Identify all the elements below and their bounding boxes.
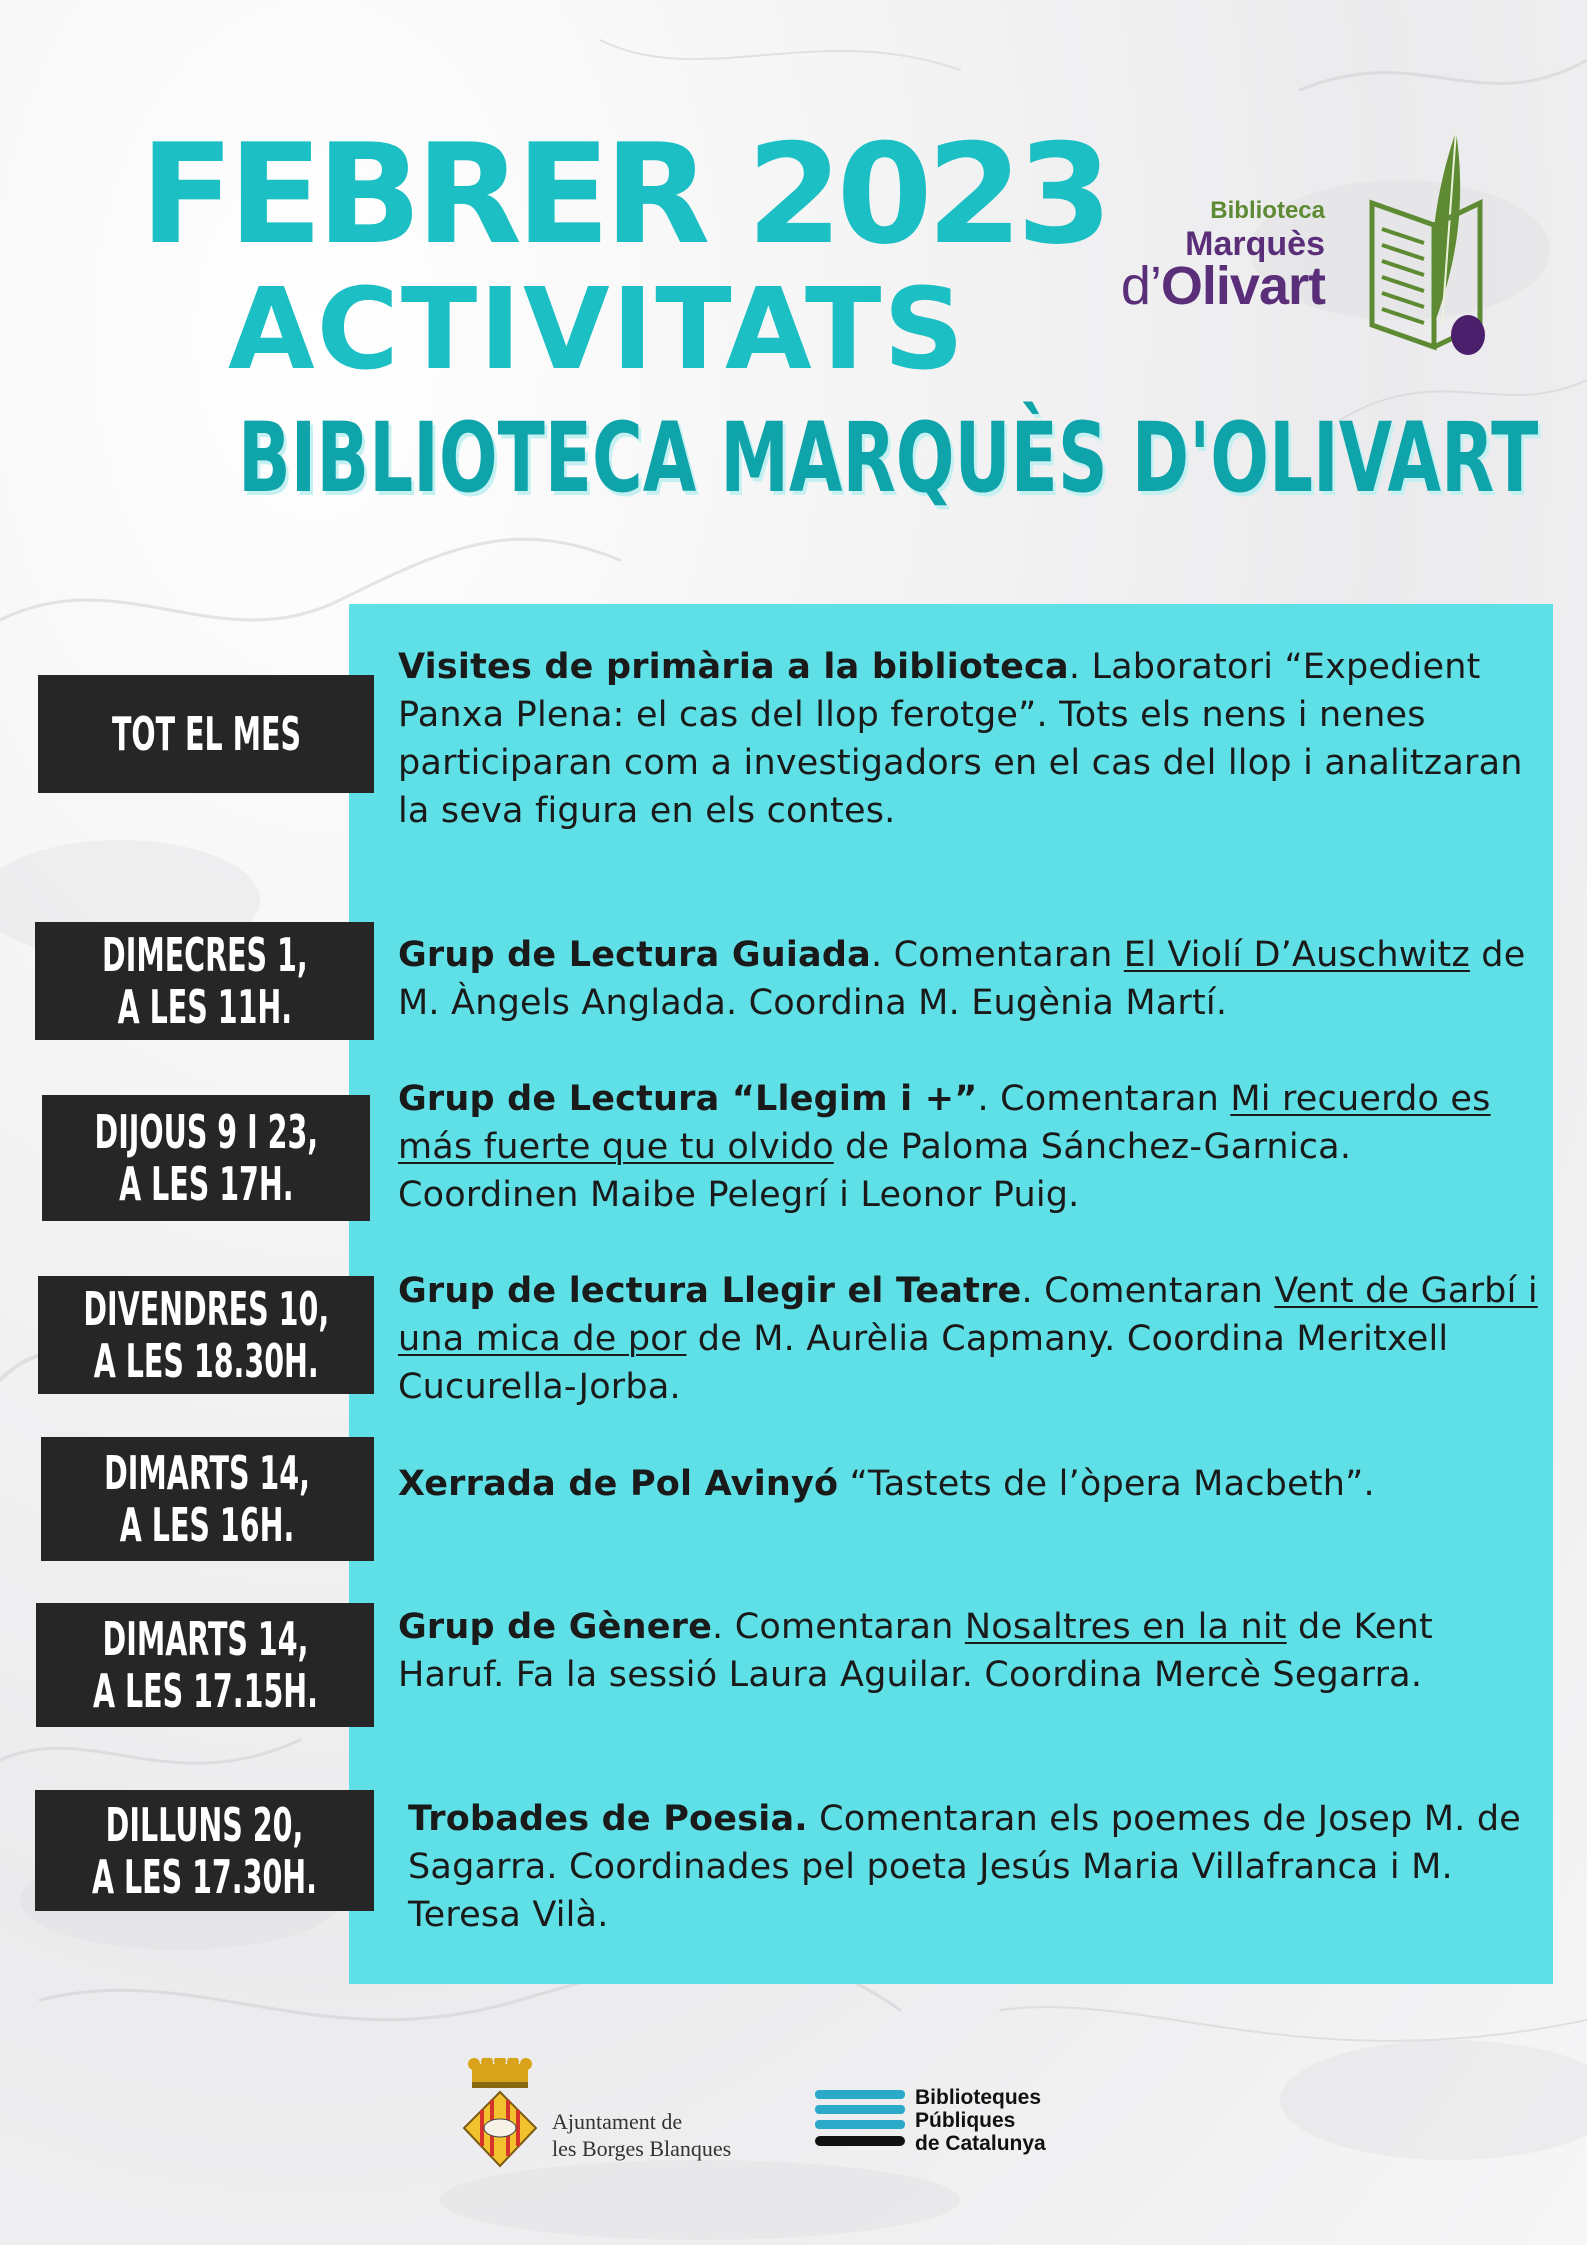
title-activities: ACTIVITATS	[228, 265, 967, 395]
logo-text-marques: Marquès	[1185, 225, 1325, 263]
event-description	[398, 1460, 1538, 1508]
event-details: Comentaran els poemes de Josep M. de Sagarra. Coordinades pel poeta Jesús Maria Villafranca i M. Teresa Vilà.	[408, 1799, 1521, 1935]
event-date-label	[41, 1437, 374, 1561]
book-title: Nosaltres en la nit	[964, 1607, 1287, 1647]
ajuntament-text	[552, 2108, 731, 2162]
biblioteques-line1: Biblioteques	[915, 2086, 1042, 2109]
event-title: Grup de Gènere	[398, 1607, 713, 1647]
logo-text-biblioteca: Biblioteca	[1210, 197, 1325, 224]
event-details: . Comentaran	[977, 1079, 1231, 1119]
biblioteques-line2: Públiques	[915, 2109, 1016, 2132]
event-date-text: TOT EL MES	[111, 707, 301, 761]
event-details: . Comentaran	[1021, 1271, 1275, 1311]
biblioteques-text	[915, 2086, 1046, 2155]
event-title: Visites de primària a la biblioteca	[398, 647, 1069, 687]
event-title: Trobades de Poesia.	[408, 1799, 808, 1839]
event-description	[398, 1795, 1538, 1939]
event-details: de Paloma Sánchez-Garnica. Coordinen Maibe Pelegrí i Leonor Puig.	[398, 1127, 1352, 1215]
event-description	[398, 931, 1538, 1027]
event-date-text: DIJOUS 9 I 23, A LES 17H.	[94, 1105, 318, 1211]
title-month: FEBRER 2023	[140, 114, 1107, 275]
book-title: Mi recuerdo es más fuerte que tu olvido	[398, 1079, 1491, 1167]
event-details: . Laboratori “Expedient Panxa Plena: el cas del llop ferotge”. Tots els nens i nenes participaran com a investigadors en el cas del llop i analitzaran la seva figura en els contes.	[398, 647, 1523, 831]
event-date-label	[36, 1603, 374, 1727]
logo-name: Olivart	[1160, 256, 1325, 316]
event-description	[398, 1603, 1538, 1699]
book-title: El Violí D’Auschwitz	[1123, 935, 1470, 975]
event-date-text: DIMARTS 14, A LES 16H.	[104, 1446, 311, 1552]
biblioteques-line3: de Catalunya	[915, 2132, 1046, 2155]
event-date-text: DIVENDRES 10, A LES 18.30H.	[83, 1282, 329, 1388]
event-description	[398, 643, 1538, 835]
biblioteques-publiques-logo	[815, 2078, 1115, 2168]
books-stack-icon	[815, 2088, 910, 2158]
event-details: de M. Àngels Anglada. Coordina M. Eugènia Martí.	[398, 935, 1526, 1023]
coat-of-arms-icon	[460, 2058, 540, 2188]
library-logo	[1090, 125, 1530, 365]
event-date-text: DIMARTS 14, A LES 17.15H.	[92, 1612, 318, 1718]
event-title: Grup de Lectura Guiada	[398, 935, 871, 975]
book-title: Vent de Garbí i una mica de por	[398, 1271, 1538, 1359]
event-date-label	[38, 675, 374, 793]
ajuntament-line1: Ajuntament de	[552, 2109, 683, 2134]
ajuntament-line2: les Borges Blanques	[552, 2136, 732, 2161]
event-details: de Kent Haruf. Fa la sessió Laura Aguilar. Coordina Mercè Segarra.	[398, 1607, 1433, 1695]
logo-text-olivart	[1121, 255, 1325, 317]
title-library: BIBLIOTECA MARQUÈS D'OLIVART	[238, 402, 1539, 514]
event-date-label	[35, 922, 374, 1040]
event-details: “Tastets de l’òpera Macbeth”.	[838, 1464, 1375, 1504]
event-date-label	[42, 1095, 370, 1221]
event-title: Grup de lectura Llegir el Teatre	[398, 1271, 1022, 1311]
book-leaf-icon	[1368, 125, 1528, 365]
event-date-label	[38, 1276, 374, 1394]
event-date-text: DIMECRES 1, A LES 11H.	[101, 928, 308, 1034]
event-details: . Comentaran	[870, 935, 1124, 975]
event-description	[398, 1075, 1538, 1219]
event-details: de M. Aurèlia Capmany. Coordina Meritxell Cucurella-Jorba.	[398, 1319, 1449, 1407]
logo-prefix: d’	[1120, 256, 1161, 316]
event-description	[398, 1267, 1538, 1411]
ajuntament-logo	[460, 2058, 780, 2188]
event-title: Xerrada de Pol Avinyó	[398, 1464, 839, 1504]
event-date-text: DILLUNS 20, A LES 17.30H.	[91, 1797, 318, 1904]
event-details: . Comentaran	[712, 1607, 965, 1647]
event-date-label	[35, 1790, 374, 1911]
event-title: Grup de Lectura “Llegim i +”	[398, 1079, 978, 1119]
